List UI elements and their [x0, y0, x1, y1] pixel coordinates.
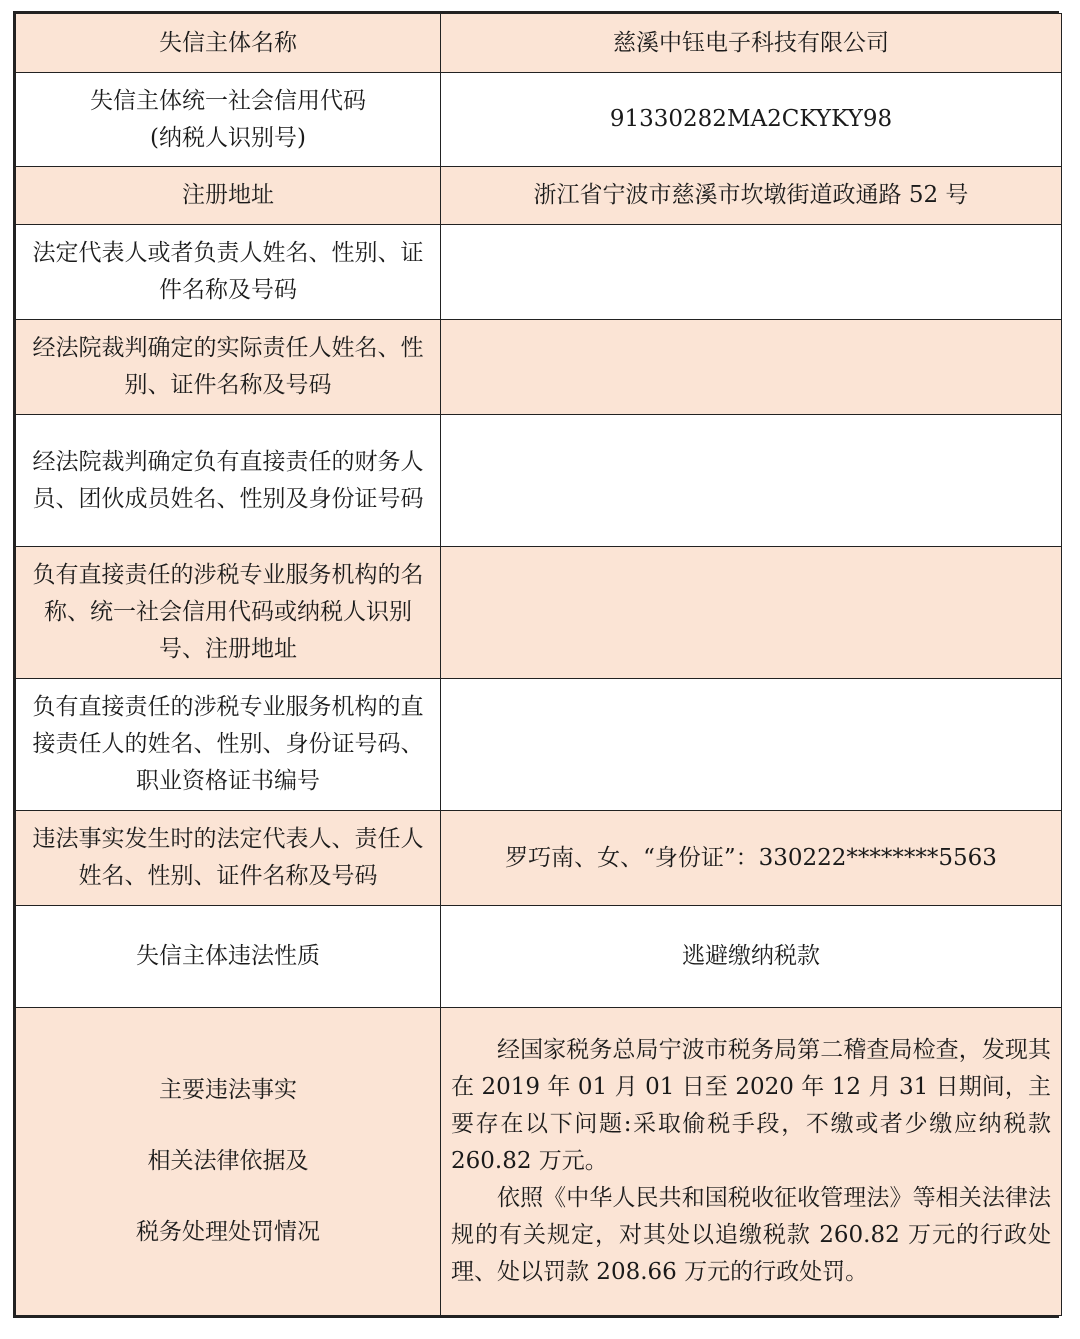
label-rep-at-violation: 违法事实发生时的法定代表人、责任人姓名、性别、证件名称及号码 [16, 811, 441, 906]
label-facts-line1: 主要违法事实 [159, 1077, 297, 1103]
label-facts-line2: 相关法律依据及 [147, 1148, 309, 1174]
label-facts [16, 1008, 441, 1316]
label-agency: 负有直接责任的涉税专业服务机构的名称、统一社会信用代码或纳税人识别号、注册地址 [16, 547, 441, 679]
facts-paragraph-2: 依照《中华人民共和国税收征收管理法》等相关法律法规的有关规定，对其处以追缴税款 260.82 万元的行政处理、处以罚款 208.66 万元的行政处罚。 [451, 1185, 1051, 1285]
label-address: 注册地址 [16, 167, 441, 225]
row-entity-name [16, 14, 1062, 73]
label-agency-person: 负有直接责任的涉税专业服务机构的直接责任人的姓名、性别、身份证号码、职业资格证书编号 [16, 679, 441, 811]
label-facts-line3: 税务处理处罚情况 [136, 1219, 320, 1245]
info-table [15, 13, 1062, 1316]
row-address [16, 167, 1062, 225]
value-agency-person [441, 679, 1062, 811]
label-violation-nature: 失信主体违法性质 [16, 906, 441, 1008]
value-legal-rep [441, 225, 1062, 320]
label-entity-name: 失信主体名称 [16, 14, 441, 73]
row-credit-code [16, 73, 1062, 167]
value-finance-staff [441, 415, 1062, 547]
value-rep-at-violation: 罗巧南、女、“身份证”：330222********5563 [441, 811, 1062, 906]
value-facts [441, 1008, 1062, 1316]
label-credit-code-line2: (纳税人识别号) [150, 124, 306, 151]
row-facts [16, 1008, 1062, 1316]
value-credit-code: 91330282MA2CKYKY98 [441, 73, 1062, 167]
row-agency-person [16, 679, 1062, 811]
row-legal-rep [16, 225, 1062, 320]
label-actual-responsible: 经法院裁判确定的实际责任人姓名、性别、证件名称及号码 [16, 320, 441, 415]
label-credit-code [16, 73, 441, 167]
row-violation-nature [16, 906, 1062, 1008]
row-rep-at-violation [16, 811, 1062, 906]
value-address: 浙江省宁波市慈溪市坎墩街道政通路 52 号 [441, 167, 1062, 225]
label-credit-code-line1: 失信主体统一社会信用代码 [90, 87, 366, 114]
facts-paragraph-1: 经国家税务总局宁波市税务局第二稽查局检查，发现其在 2019 年 01 月 01 日至 2020 年 12 月 31 日期间，主要存在以下问题:采取偷税手段，不缴或者少缴应纳税款 260.82 万元。 [451, 1037, 1051, 1174]
label-finance-staff: 经法院裁判确定负有直接责任的财务人员、团伙成员姓名、性别及身份证号码 [16, 415, 441, 547]
label-legal-rep: 法定代表人或者负责人姓名、性别、证件名称及号码 [16, 225, 441, 320]
value-actual-responsible [441, 320, 1062, 415]
value-violation-nature: 逃避缴纳税款 [441, 906, 1062, 1008]
value-agency [441, 547, 1062, 679]
value-entity-name: 慈溪中钰电子科技有限公司 [441, 14, 1062, 73]
row-finance-staff [16, 415, 1062, 547]
row-actual-responsible [16, 320, 1062, 415]
row-agency [16, 547, 1062, 679]
credit-table [13, 11, 1059, 1318]
